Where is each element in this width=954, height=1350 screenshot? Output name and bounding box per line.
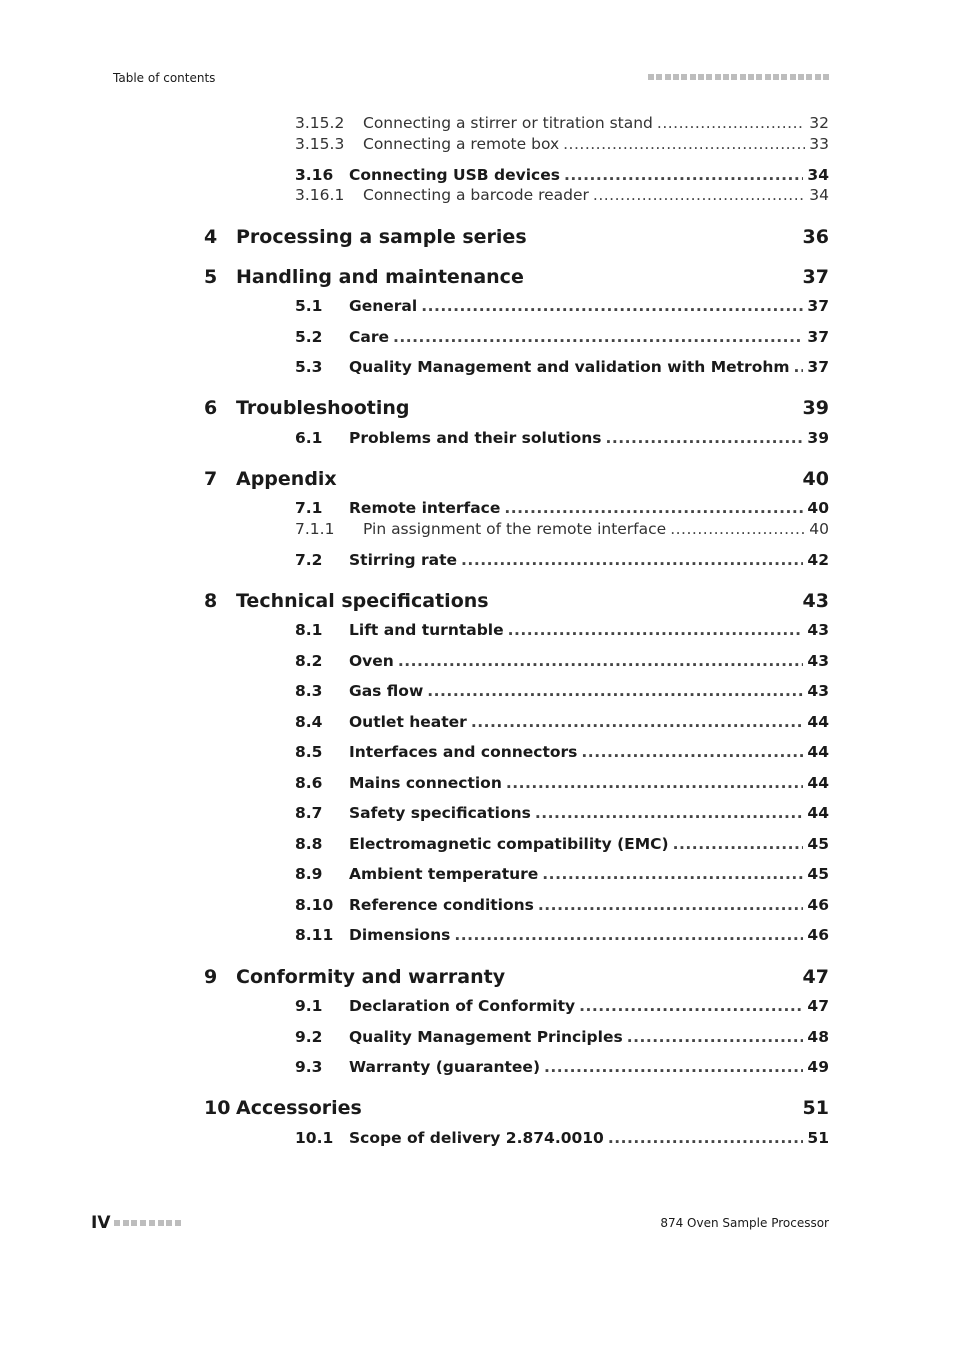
toc-entry-title: Declaration of Conformity [349,997,576,1015]
toc-entry-number: 8.9 [295,865,323,883]
toc-entry-page: 44 [807,713,829,731]
toc-entry[interactable] [295,865,829,887]
toc-entry-number: 4 [204,226,218,248]
toc-entry-page: 40 [809,520,829,538]
toc-entry-title: Interfaces and connectors [349,743,578,761]
toc-entry-number: 7.2 [295,551,323,569]
decorative-square [673,74,679,80]
decorative-square [665,74,671,80]
toc-entry-page: 44 [807,774,829,792]
toc-entry-page: 44 [807,743,829,761]
toc-entry-title: Care [349,328,389,346]
toc-dot-leader [627,1028,804,1046]
toc-dot-leader [657,114,805,132]
toc-entry-number: 8.3 [295,682,323,700]
toc-entry-title: Problems and their solutions [349,429,602,447]
toc-entry-page: 46 [807,896,829,914]
toc-entry-title: Accessories [236,1097,362,1119]
header-decorative-squares [648,74,829,82]
toc-entry-title: Stirring rate [349,551,458,569]
decorative-square [806,74,812,80]
toc-entry-title: Electromagnetic compatibility (EMC) [349,835,669,853]
toc-entry-page: 42 [807,551,829,569]
toc-entry-title: Technical specifications [236,590,489,612]
toc-entry-number: 8.10 [295,896,334,914]
toc-entry-page: 40 [802,468,829,490]
toc-entry-page: 43 [807,621,829,639]
toc-dot-leader [508,621,804,639]
toc-entry-number: 3.16.1 [295,186,345,204]
toc-entry-number: 10.1 [295,1129,334,1147]
decorative-square [723,74,729,80]
toc-entry-page: 45 [807,835,829,853]
toc-entry-title: Processing a sample series [236,226,527,248]
toc-entry-number: 3.15.2 [295,114,345,132]
toc-entry[interactable] [295,896,829,918]
toc-entry-title: Safety specifications [349,804,531,822]
decorative-square [798,74,804,80]
toc-entry-page: 49 [807,1058,829,1076]
toc-entry-page: 37 [802,266,829,288]
decorative-square [715,74,721,80]
toc-entry[interactable] [295,328,829,350]
toc-entry[interactable] [295,997,829,1019]
decorative-square [681,74,687,80]
toc-entry[interactable] [295,297,829,319]
toc-entry-page: 37 [807,358,829,376]
toc-dot-leader [673,835,804,853]
toc-dot-leader [461,551,803,569]
toc-entry-title: Outlet heater [349,713,467,731]
decorative-square [648,74,654,80]
footer-decorative-squares [114,1220,181,1228]
toc-entry-page: 32 [809,114,829,132]
toc-entry[interactable] [295,743,829,765]
decorative-square [815,74,821,80]
toc-dot-leader [581,743,803,761]
toc-entry-page: 39 [807,429,829,447]
decorative-square [731,74,737,80]
decorative-square [123,1220,129,1226]
toc-entry-page: 44 [807,804,829,822]
toc-dot-leader [593,186,805,204]
toc-entry-number: 5.3 [295,358,323,376]
decorative-square [656,74,662,80]
toc-entry-number: 7 [204,468,218,490]
toc-dot-leader [454,926,803,944]
toc-entry-title: Ambient temperature [349,865,539,883]
toc-dot-leader [670,520,805,538]
toc-dot-leader [506,774,804,792]
toc-entry[interactable] [295,1028,829,1050]
toc-entry[interactable] [295,926,829,948]
footer-product-name: 874 Oven Sample Processor [660,1216,829,1230]
toc-entry[interactable] [295,1129,829,1151]
toc-dot-leader [393,328,803,346]
toc-entry-number: 8.8 [295,835,323,853]
decorative-square [823,74,829,80]
toc-dot-leader [421,297,803,315]
toc-entry[interactable] [204,1097,829,1119]
toc-entry-title: Warranty (guarantee) [349,1058,541,1076]
toc-entry[interactable] [295,166,829,188]
decorative-square [773,74,779,80]
toc-entry-number: 3.15.3 [295,135,345,153]
toc-entry-title: Remote interface [349,499,501,517]
decorative-square [781,74,787,80]
toc-dot-leader [504,499,803,517]
decorative-square [149,1220,155,1226]
toc-entry-page: 43 [807,682,829,700]
toc-dot-leader [606,429,804,447]
header-title: Table of contents [113,71,216,85]
toc-entry-title: Appendix [236,468,337,490]
toc-entry-number: 10 [204,1097,231,1119]
toc-entry[interactable] [295,358,829,380]
toc-dot-leader [427,682,803,700]
toc-entry-title: Dimensions [349,926,451,944]
toc-entry-number: 8.6 [295,774,323,792]
toc-entry-title: Oven [349,652,394,670]
decorative-square [166,1220,172,1226]
toc-dot-leader [471,713,804,731]
toc-entry-page: 43 [802,590,829,612]
toc-entry-title: Quality Management Principles [349,1028,623,1046]
toc-entry-title: Handling and maintenance [236,266,524,288]
toc-entry[interactable] [295,804,829,826]
toc-entry[interactable] [295,499,829,521]
decorative-square [706,74,712,80]
toc-entry[interactable] [295,135,829,157]
toc-entry-number: 8.2 [295,652,323,670]
toc-entry-title: Connecting a stirrer or titration stand [363,114,653,132]
toc-entry-page: 47 [807,997,829,1015]
toc-entry-page: 46 [807,926,829,944]
toc-entry-number: 8 [204,590,218,612]
toc-entry-number: 7.1 [295,499,323,517]
decorative-square [158,1220,164,1226]
toc-entry-page: 45 [807,865,829,883]
toc-entry-number: 6.1 [295,429,323,447]
toc-entry[interactable] [295,682,829,704]
toc-entry[interactable] [295,429,829,451]
toc-dot-leader [538,896,804,914]
toc-entry-page: 51 [802,1097,829,1119]
toc-entry-number: 8.5 [295,743,323,761]
toc-entry[interactable] [295,1058,829,1080]
toc-dot-leader [544,1058,803,1076]
toc-entry-page: 33 [809,135,829,153]
toc-entry-number: 8.1 [295,621,323,639]
toc-entry-number: 8.11 [295,926,334,944]
page-numeral: IV [91,1213,111,1233]
toc-entry-number: 8.7 [295,804,323,822]
toc-dot-leader [542,865,803,883]
toc-entry[interactable] [295,551,829,573]
toc-entry-number: 7.1.1 [295,520,335,538]
toc-entry[interactable] [295,835,829,857]
toc-entry[interactable] [204,966,829,988]
decorative-square [131,1220,137,1226]
toc-entry[interactable] [204,468,829,490]
toc-entry[interactable] [204,590,829,612]
toc-dot-leader [563,135,805,153]
toc-entry-title: Mains connection [349,774,502,792]
toc-entry-number: 9.1 [295,997,323,1015]
decorative-square [756,74,762,80]
toc-entry[interactable] [295,774,829,796]
toc-entry-title: Conformity and warranty [236,966,506,988]
toc-entry[interactable] [204,226,829,248]
toc-entry[interactable] [204,266,829,288]
toc-entry-page: 36 [802,226,829,248]
toc-entry-page: 37 [807,328,829,346]
decorative-square [765,74,771,80]
toc-entry-page: 47 [802,966,829,988]
toc-entry[interactable] [295,652,829,674]
toc-entry-number: 5 [204,266,218,288]
toc-entry-title: Quality Management and validation with Metrohm [349,358,790,376]
decorative-square [175,1220,181,1226]
toc-entry-title: Troubleshooting [236,397,410,419]
toc-entry[interactable] [295,713,829,735]
toc-entry-title: Connecting a barcode reader [363,186,589,204]
toc-entry[interactable] [204,397,829,419]
toc-entry-title: General [349,297,418,315]
toc-entry-number: 5.1 [295,297,323,315]
toc-entry-page: 48 [807,1028,829,1046]
toc-entry-page: 51 [807,1129,829,1147]
toc-entry-number: 8.4 [295,713,323,731]
toc-entry-page: 34 [807,166,829,184]
toc-entry-title: Gas flow [349,682,424,700]
decorative-square [748,74,754,80]
toc-entry-number: 6 [204,397,218,419]
toc-dot-leader [608,1129,804,1147]
toc-entry-page: 40 [807,499,829,517]
toc-entry-title: Lift and turntable [349,621,504,639]
decorative-square [114,1220,120,1226]
toc-entry[interactable] [295,621,829,643]
toc-entry-page: 39 [802,397,829,419]
toc-entry-number: 9 [204,966,218,988]
toc-dot-leader [535,804,804,822]
toc-entry-number: 9.3 [295,1058,323,1076]
decorative-square [740,74,746,80]
toc-entry-title: Reference conditions [349,896,534,914]
toc-entry[interactable] [295,186,829,208]
toc-entry[interactable] [295,114,829,136]
decorative-square [790,74,796,80]
toc-entry-title: Connecting a remote box [363,135,560,153]
toc-entry-number: 5.2 [295,328,323,346]
decorative-square [690,74,696,80]
toc-dot-leader [794,358,804,376]
decorative-square [140,1220,146,1226]
toc-entry-number: 3.16 [295,166,334,184]
toc-entry-title: Connecting USB devices [349,166,560,184]
toc-entry-title: Scope of delivery 2.874.0010 [349,1129,604,1147]
toc-entry-number: 9.2 [295,1028,323,1046]
toc-dot-leader [579,997,803,1015]
toc-entry[interactable] [295,520,829,542]
toc-entry-page: 34 [809,186,829,204]
toc-dot-leader [564,166,803,184]
toc-entry-page: 43 [807,652,829,670]
toc-entry-title: Pin assignment of the remote interface [363,520,667,538]
toc-dot-leader [398,652,804,670]
decorative-square [698,74,704,80]
toc-entry-page: 37 [807,297,829,315]
